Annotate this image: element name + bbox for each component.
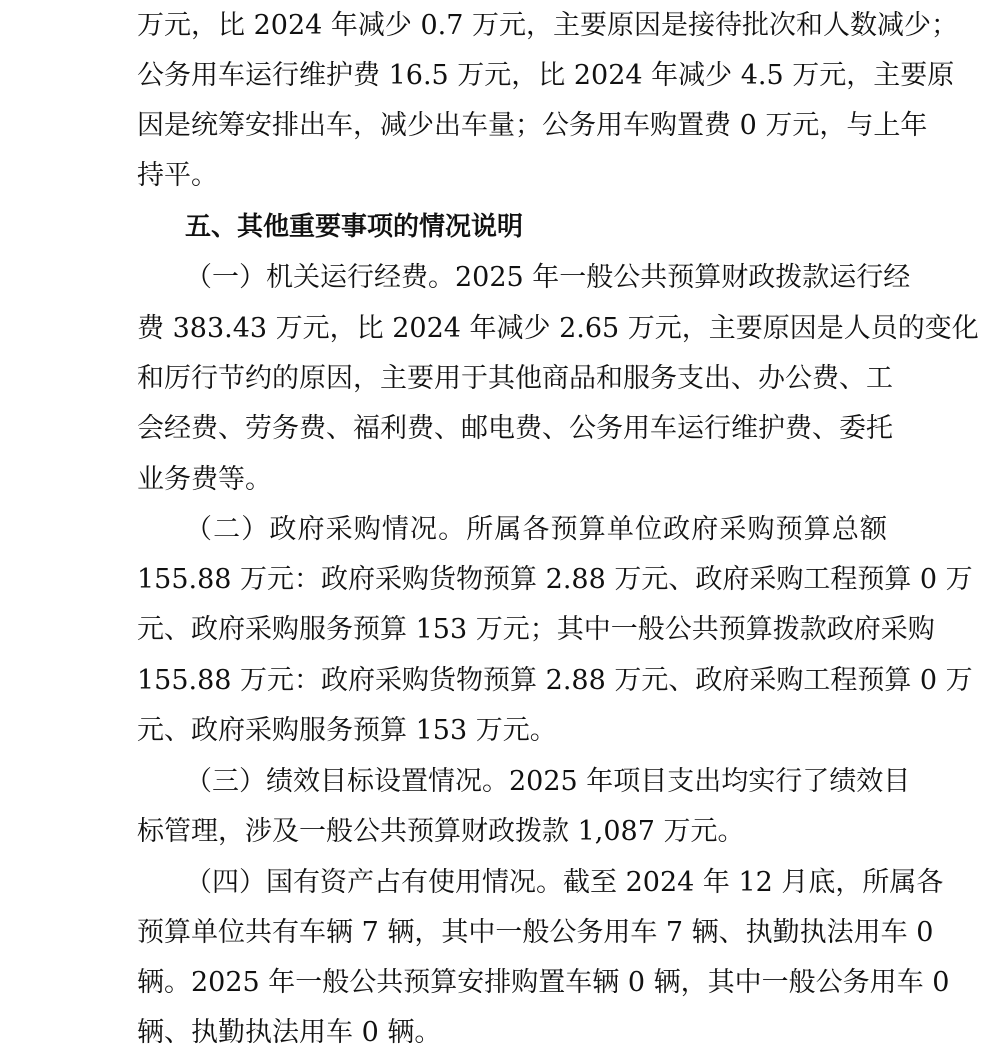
paragraph-line: 155.88 万元：政府采购货物预算 2.88 万元、政府采购工程预算 0 万: [137, 665, 973, 696]
paragraph-line: （四）国有资产占有使用情况。截至 2024 年 12 月底，所属各: [185, 867, 944, 898]
paragraph-line: 万元，比 2024 年减少 0.7 万元，主要原因是接待批次和人数减少；: [137, 10, 958, 41]
paragraph-line: 元、政府采购服务预算 153 万元。: [137, 715, 557, 746]
paragraph-line: 公务用车运行维护费 16.5 万元，比 2024 年减少 4.5 万元，主要原: [137, 60, 955, 91]
paragraph-line: 标管理，涉及一般公共预算财政拨款 1,087 万元。: [137, 816, 745, 847]
paragraph-line: 辆、执勤执法用车 0 辆。: [137, 1017, 442, 1048]
paragraph-line: 辆。2025 年一般公共预算安排购置车辆 0 辆，其中一般公务用车 0: [137, 967, 950, 998]
paragraph-line: （二）政府采购情况。所属各预算单位政府采购预算总额: [185, 514, 887, 545]
paragraph-line: 因是统筹安排出车，减少出车量；公务用车购置费 0 万元，与上年: [137, 110, 928, 141]
paragraph-line: 费 383.43 万元，比 2024 年减少 2.65 万元，主要原因是人员的变化: [137, 313, 979, 344]
paragraph-line: （一）机关运行经费。2025 年一般公共预算财政拨款运行经: [185, 262, 911, 293]
paragraph-line: 预算单位共有车辆 7 辆，其中一般公务用车 7 辆、执勤执法用车 0: [137, 917, 934, 948]
paragraph-line: （三）绩效目标设置情况。2025 年项目支出均实行了绩效目: [185, 766, 911, 797]
paragraph-line: 155.88 万元：政府采购货物预算 2.88 万元、政府采购工程预算 0 万: [137, 564, 973, 595]
paragraph-line: 元、政府采购服务预算 153 万元；其中一般公共预算拨款政府采购: [137, 614, 935, 645]
paragraph-line: 持平。: [137, 160, 218, 191]
paragraph-line: 业务费等。: [137, 464, 272, 495]
section-heading: 五、其他重要事项的情况说明: [185, 212, 524, 242]
paragraph-line: 会经费、劳务费、福利费、邮电费、公务用车运行维护费、委托: [137, 413, 893, 444]
paragraph-line: 和厉行节约的原因，主要用于其他商品和服务支出、办公费、工: [137, 363, 893, 394]
